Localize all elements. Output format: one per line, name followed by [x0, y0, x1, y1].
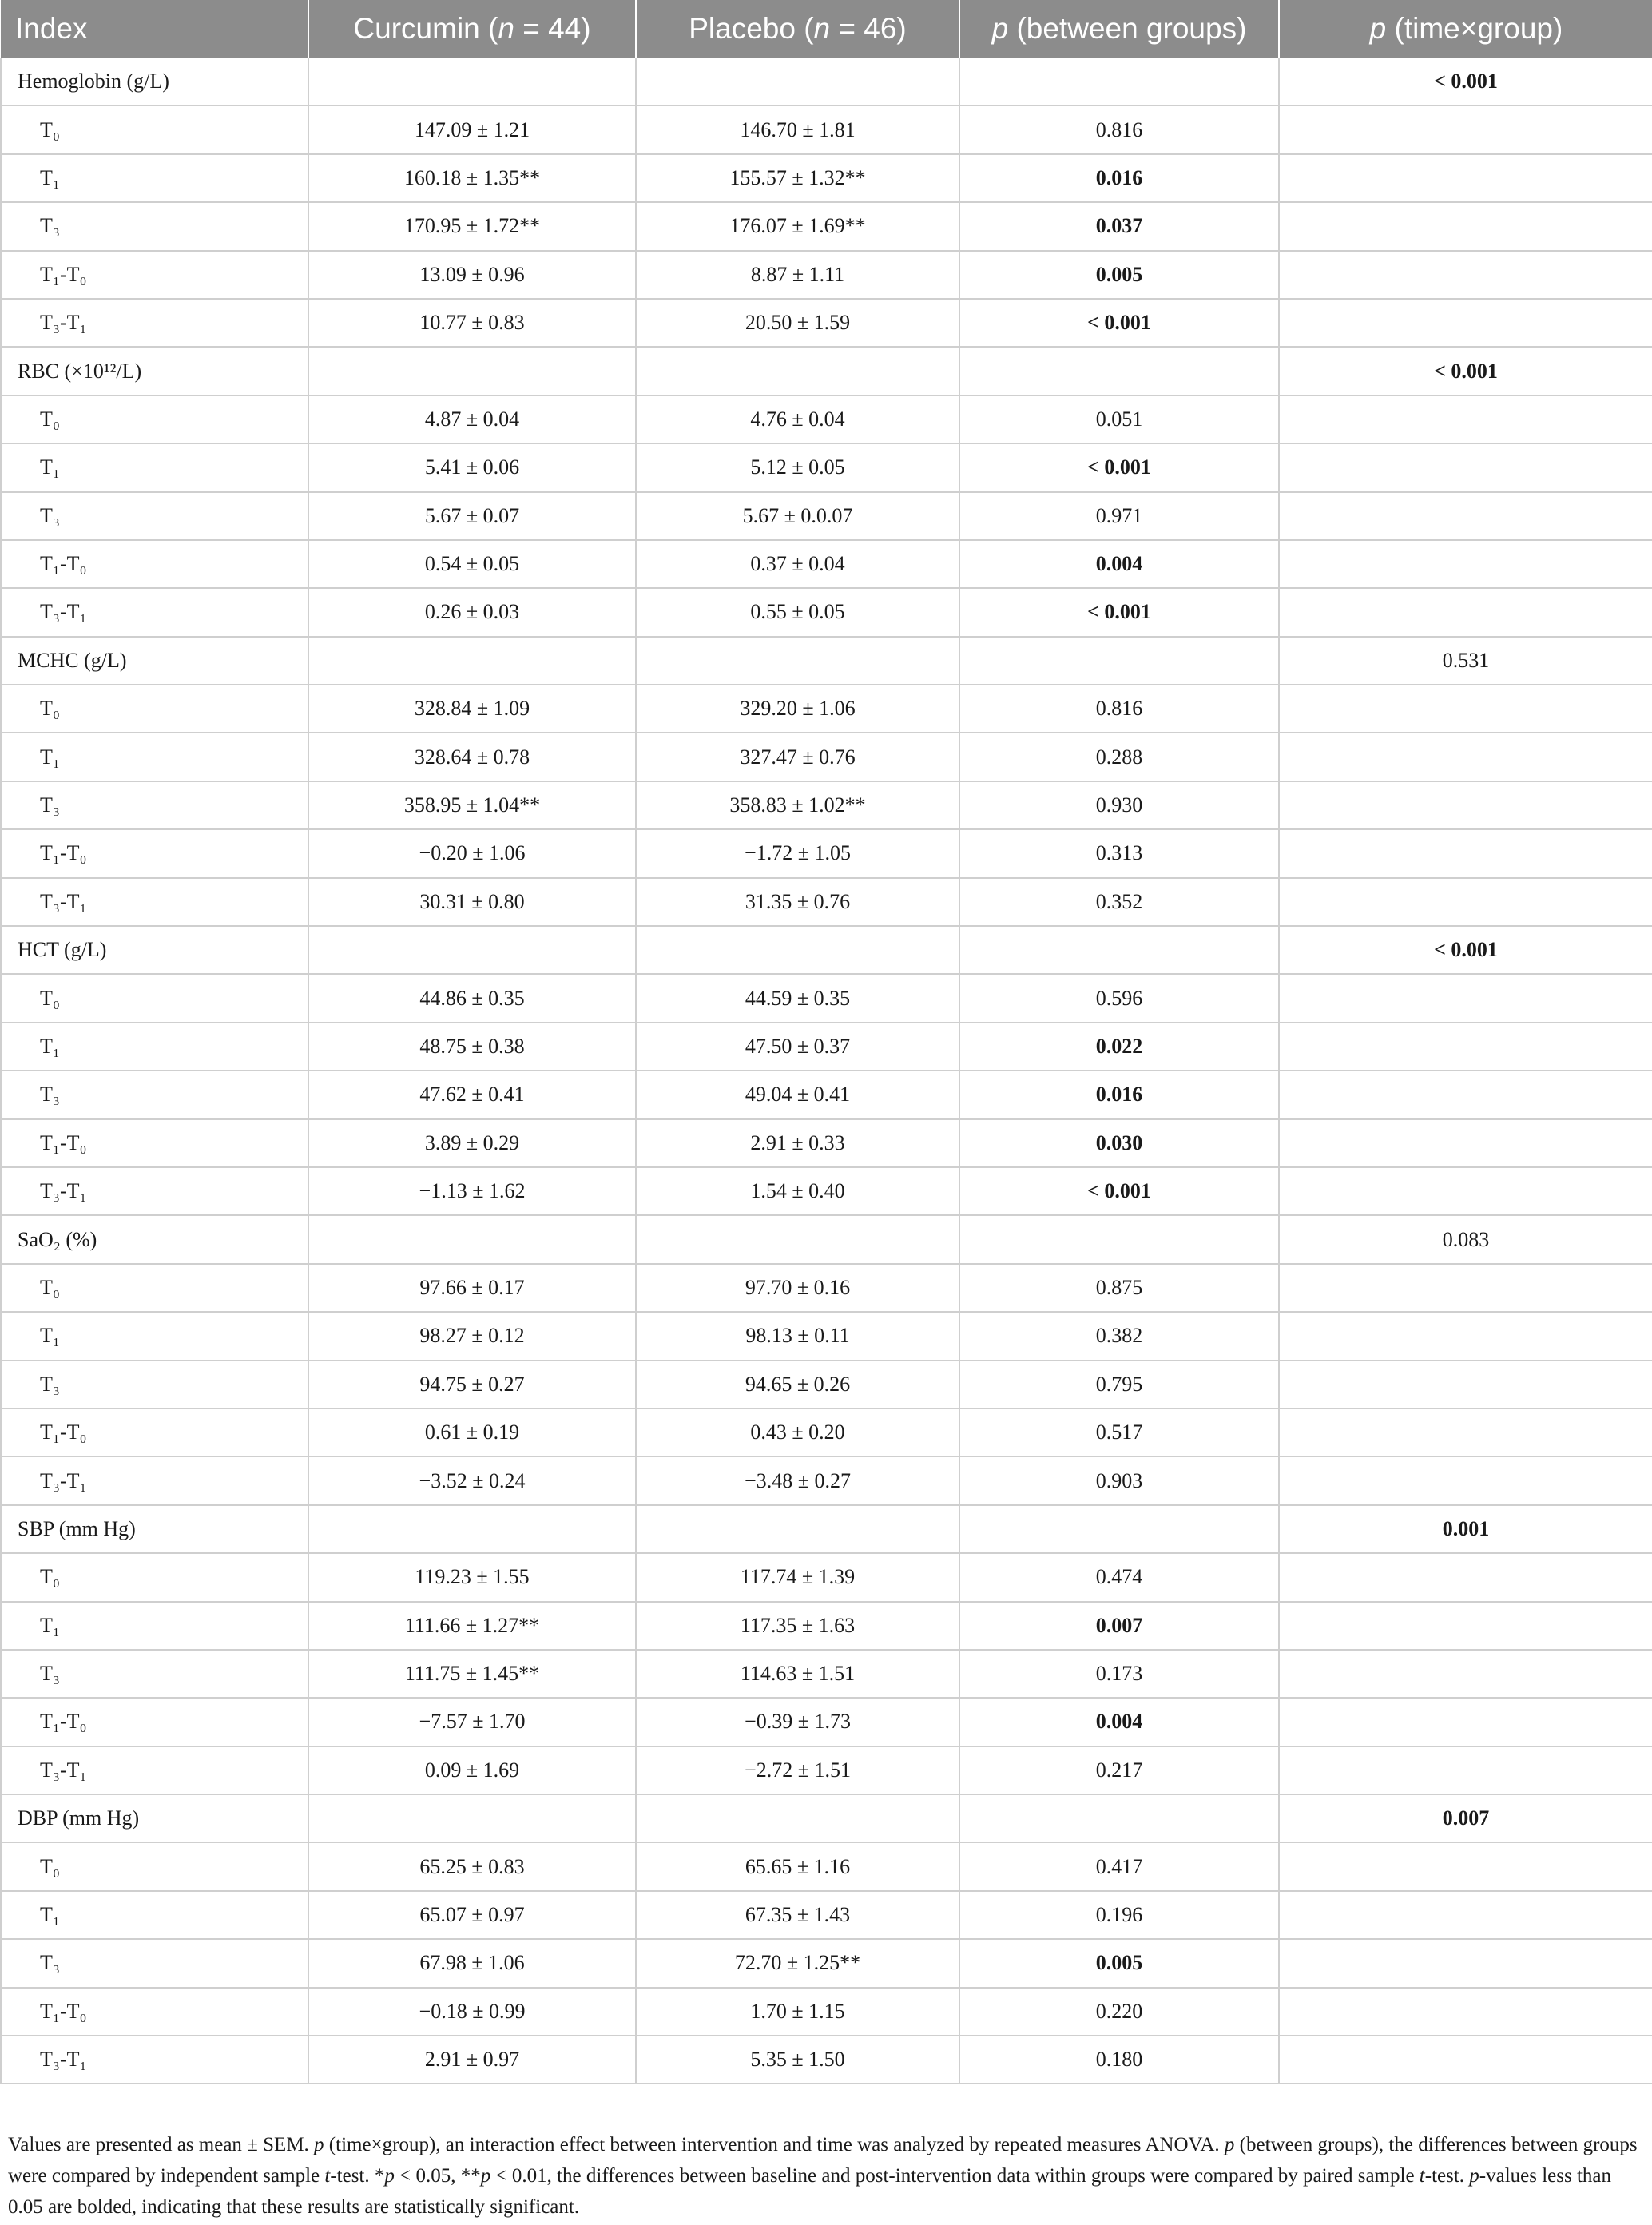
row-label: T₁-T₀: [1, 1119, 308, 1167]
placebo-value: 8.87 ± 1.11: [636, 251, 959, 299]
group-name: SBP (mm Hg): [1, 1505, 308, 1553]
header-curcumin: Curcumin (n = 44): [308, 0, 636, 58]
row-label: T₁: [1, 443, 308, 491]
table-row: [1, 540, 1652, 588]
group-empty-curcumin: [308, 58, 636, 105]
p-between-value: 0.217: [959, 1746, 1279, 1794]
p-time-empty: [1279, 829, 1652, 877]
group-empty-p-between: [959, 926, 1279, 974]
table-row: [1, 1167, 1652, 1215]
p-between-value: 0.004: [959, 540, 1279, 588]
group-header-row: [1, 58, 1652, 105]
curcumin-value: 170.95 ± 1.72**: [308, 202, 636, 250]
p-between-value: 0.288: [959, 733, 1279, 781]
p-time-empty: [1279, 540, 1652, 588]
curcumin-value: 94.75 ± 0.27: [308, 1361, 636, 1409]
p-between-value: 0.022: [959, 1023, 1279, 1071]
curcumin-value: −0.18 ± 0.99: [308, 1988, 636, 2036]
curcumin-value: −3.52 ± 0.24: [308, 1456, 636, 1504]
curcumin-value: 47.62 ± 0.41: [308, 1071, 636, 1118]
row-label: T₃-T₁: [1, 878, 308, 926]
placebo-value: 5.35 ± 1.50: [636, 2036, 959, 2084]
table-row: [1, 1988, 1652, 2036]
row-label: T₀: [1, 105, 308, 153]
p-time-empty: [1279, 1167, 1652, 1215]
curcumin-value: 10.77 ± 0.83: [308, 299, 636, 347]
placebo-value: 98.13 ± 0.11: [636, 1312, 959, 1360]
p-between-value: 0.596: [959, 974, 1279, 1022]
p-time-empty: [1279, 1602, 1652, 1650]
curcumin-value: 98.27 ± 0.12: [308, 1312, 636, 1360]
header-row: [1, 0, 1652, 58]
group-p-time: < 0.001: [1279, 347, 1652, 395]
table-row: [1, 1264, 1652, 1312]
row-label: T₁: [1, 733, 308, 781]
curcumin-value: 328.84 ± 1.09: [308, 685, 636, 733]
header-p-between: p (between groups): [959, 0, 1279, 58]
row-label: T₃-T₁: [1, 1456, 308, 1504]
p-time-empty: [1279, 251, 1652, 299]
p-time-empty: [1279, 154, 1652, 202]
row-label: T₁: [1, 1312, 308, 1360]
group-name: DBP (mm Hg): [1, 1794, 308, 1842]
placebo-value: 5.67 ± 0.0.07: [636, 492, 959, 540]
curcumin-value: 44.86 ± 0.35: [308, 974, 636, 1022]
curcumin-value: 2.91 ± 0.97: [308, 2036, 636, 2084]
group-empty-curcumin: [308, 1794, 636, 1842]
table-row: [1, 829, 1652, 877]
header-index: Index: [1, 0, 308, 58]
row-label: T₀: [1, 685, 308, 733]
curcumin-value: 30.31 ± 0.80: [308, 878, 636, 926]
p-time-empty: [1279, 588, 1652, 636]
p-time-empty: [1279, 395, 1652, 443]
table-row: [1, 1939, 1652, 1987]
placebo-value: 97.70 ± 0.16: [636, 1264, 959, 1312]
table-row: [1, 1650, 1652, 1698]
placebo-value: 72.70 ± 1.25**: [636, 1939, 959, 1987]
table-footnote: Values are presented as mean ± SEM. p (time×group), an interaction effect between intervention and time was analyzed by repeated measures ANOVA. p (between groups), the differences between groups were compared by independent sample t-test. *p < 0.05, **p < 0.01, the differences between baseline and post-intervention data within groups were compared by paired sample t-test. p-values less than 0.05 are bolded, indicating that these results are statistically significant.: [8, 2134, 1638, 2218]
p-time-empty: [1279, 1409, 1652, 1456]
p-between-value: 0.004: [959, 1698, 1279, 1746]
placebo-value: 0.43 ± 0.20: [636, 1409, 959, 1456]
row-label: T₃: [1, 1071, 308, 1118]
curcumin-value: 67.98 ± 1.06: [308, 1939, 636, 1987]
placebo-value: 329.20 ± 1.06: [636, 685, 959, 733]
group-header-row: [1, 1215, 1652, 1263]
group-name: MCHC (g/L): [1, 637, 308, 685]
p-between-value: < 0.001: [959, 299, 1279, 347]
p-time-empty: [1279, 733, 1652, 781]
group-header-row: [1, 1505, 1652, 1553]
group-empty-p-between: [959, 347, 1279, 395]
curcumin-value: 111.66 ± 1.27**: [308, 1602, 636, 1650]
p-between-value: 0.795: [959, 1361, 1279, 1409]
placebo-value: 0.37 ± 0.04: [636, 540, 959, 588]
curcumin-value: 4.87 ± 0.04: [308, 395, 636, 443]
p-time-empty: [1279, 1698, 1652, 1746]
table-row: [1, 1602, 1652, 1650]
curcumin-value: 328.64 ± 0.78: [308, 733, 636, 781]
table-row: [1, 154, 1652, 202]
header-p-time: p (time×group): [1279, 0, 1652, 58]
table-row: [1, 251, 1652, 299]
placebo-value: 155.57 ± 1.32**: [636, 154, 959, 202]
group-header-row: [1, 637, 1652, 685]
curcumin-value: −0.20 ± 1.06: [308, 829, 636, 877]
p-between-value: 0.030: [959, 1119, 1279, 1167]
group-empty-curcumin: [308, 1505, 636, 1553]
group-empty-curcumin: [308, 1215, 636, 1263]
curcumin-value: 0.09 ± 1.69: [308, 1746, 636, 1794]
table-row: [1, 1746, 1652, 1794]
p-between-value: 0.971: [959, 492, 1279, 540]
table-row: [1, 685, 1652, 733]
group-empty-p-between: [959, 1794, 1279, 1842]
placebo-value: 31.35 ± 0.76: [636, 878, 959, 926]
placebo-value: −1.72 ± 1.05: [636, 829, 959, 877]
row-label: T₁-T₀: [1, 1409, 308, 1456]
row-label: T₁: [1, 1023, 308, 1071]
placebo-value: 5.12 ± 0.05: [636, 443, 959, 491]
table-row: [1, 878, 1652, 926]
row-label: T₁-T₀: [1, 829, 308, 877]
row-label: T₀: [1, 974, 308, 1022]
row-label: T₁-T₀: [1, 1988, 308, 2036]
group-name: SaO₂ (%): [1, 1215, 308, 1263]
placebo-value: 44.59 ± 0.35: [636, 974, 959, 1022]
placebo-value: 65.65 ± 1.16: [636, 1842, 959, 1890]
placebo-value: 94.65 ± 0.26: [636, 1361, 959, 1409]
p-time-empty: [1279, 105, 1652, 153]
table-row: [1, 1553, 1652, 1601]
row-label: T₃: [1, 781, 308, 829]
curcumin-value: 65.25 ± 0.83: [308, 1842, 636, 1890]
group-empty-placebo: [636, 1794, 959, 1842]
curcumin-value: 97.66 ± 0.17: [308, 1264, 636, 1312]
curcumin-value: 13.09 ± 0.96: [308, 251, 636, 299]
placebo-value: −3.48 ± 0.27: [636, 1456, 959, 1504]
p-between-value: 0.474: [959, 1553, 1279, 1601]
curcumin-value: 0.54 ± 0.05: [308, 540, 636, 588]
row-label: T₀: [1, 1264, 308, 1312]
table-row: [1, 1698, 1652, 1746]
p-between-value: 0.037: [959, 202, 1279, 250]
p-between-value: < 0.001: [959, 1167, 1279, 1215]
p-between-value: 0.903: [959, 1456, 1279, 1504]
p-between-value: 0.382: [959, 1312, 1279, 1360]
table-row: [1, 1842, 1652, 1890]
group-header-row: [1, 926, 1652, 974]
p-time-empty: [1279, 1842, 1652, 1890]
curcumin-value: 147.09 ± 1.21: [308, 105, 636, 153]
row-label: T₀: [1, 1842, 308, 1890]
curcumin-value: 5.67 ± 0.07: [308, 492, 636, 540]
p-between-value: 0.016: [959, 154, 1279, 202]
placebo-value: 2.91 ± 0.33: [636, 1119, 959, 1167]
table-row: [1, 1891, 1652, 1939]
p-time-empty: [1279, 1264, 1652, 1312]
row-label: T₃: [1, 202, 308, 250]
p-time-empty: [1279, 1988, 1652, 2036]
p-time-empty: [1279, 1023, 1652, 1071]
table-row: [1, 1456, 1652, 1504]
group-empty-p-between: [959, 1505, 1279, 1553]
curcumin-value: 48.75 ± 0.38: [308, 1023, 636, 1071]
p-between-value: 0.816: [959, 105, 1279, 153]
table-row: [1, 299, 1652, 347]
p-time-empty: [1279, 685, 1652, 733]
table-row: [1, 1409, 1652, 1456]
row-label: T₃: [1, 492, 308, 540]
table-row: [1, 974, 1652, 1022]
placebo-value: 20.50 ± 1.59: [636, 299, 959, 347]
placebo-value: 114.63 ± 1.51: [636, 1650, 959, 1698]
p-between-value: < 0.001: [959, 588, 1279, 636]
row-label: T₁-T₀: [1, 1698, 308, 1746]
row-label: T₁: [1, 154, 308, 202]
table-row: [1, 202, 1652, 250]
group-empty-placebo: [636, 1215, 959, 1263]
p-time-empty: [1279, 1746, 1652, 1794]
row-label: T₀: [1, 1553, 308, 1601]
table-row: [1, 492, 1652, 540]
group-empty-curcumin: [308, 926, 636, 974]
p-between-value: 0.180: [959, 2036, 1279, 2084]
group-name: HCT (g/L): [1, 926, 308, 974]
table-row: [1, 1312, 1652, 1360]
table-row: [1, 395, 1652, 443]
curcumin-value: 0.26 ± 0.03: [308, 588, 636, 636]
table-body: [1, 58, 1652, 2084]
table-row: [1, 1361, 1652, 1409]
row-label: T₁: [1, 1891, 308, 1939]
table-row: [1, 443, 1652, 491]
row-label: T₁-T₀: [1, 251, 308, 299]
group-empty-curcumin: [308, 637, 636, 685]
p-between-value: 0.220: [959, 1988, 1279, 2036]
p-time-empty: [1279, 1456, 1652, 1504]
p-time-empty: [1279, 1939, 1652, 1987]
group-name: Hemoglobin (g/L): [1, 58, 308, 105]
p-between-value: 0.417: [959, 1842, 1279, 1890]
p-between-value: 0.005: [959, 251, 1279, 299]
p-between-value: 0.313: [959, 829, 1279, 877]
placebo-value: 117.74 ± 1.39: [636, 1553, 959, 1601]
p-between-value: 0.173: [959, 1650, 1279, 1698]
p-time-empty: [1279, 1312, 1652, 1360]
curcumin-value: 160.18 ± 1.35**: [308, 154, 636, 202]
curcumin-value: 358.95 ± 1.04**: [308, 781, 636, 829]
group-p-time: 0.007: [1279, 1794, 1652, 1842]
placebo-value: 1.54 ± 0.40: [636, 1167, 959, 1215]
table-row: [1, 1023, 1652, 1071]
placebo-value: −2.72 ± 1.51: [636, 1746, 959, 1794]
group-empty-p-between: [959, 1215, 1279, 1263]
placebo-value: 176.07 ± 1.69**: [636, 202, 959, 250]
curcumin-value: 65.07 ± 0.97: [308, 1891, 636, 1939]
group-header-row: [1, 347, 1652, 395]
p-time-empty: [1279, 781, 1652, 829]
row-label: T₃-T₁: [1, 299, 308, 347]
group-empty-curcumin: [308, 347, 636, 395]
row-label: T₃: [1, 1939, 308, 1987]
p-time-empty: [1279, 299, 1652, 347]
p-between-value: 0.005: [959, 1939, 1279, 1987]
p-between-value: 0.016: [959, 1071, 1279, 1118]
row-label: T₃-T₁: [1, 2036, 308, 2084]
p-time-empty: [1279, 878, 1652, 926]
group-empty-placebo: [636, 347, 959, 395]
p-between-value: 0.816: [959, 685, 1279, 733]
group-empty-p-between: [959, 637, 1279, 685]
placebo-value: 1.70 ± 1.15: [636, 1988, 959, 2036]
group-p-time: < 0.001: [1279, 58, 1652, 105]
row-label: T₃-T₁: [1, 1167, 308, 1215]
curcumin-value: −1.13 ± 1.62: [308, 1167, 636, 1215]
placebo-value: −0.39 ± 1.73: [636, 1698, 959, 1746]
p-between-value: 0.875: [959, 1264, 1279, 1312]
group-empty-placebo: [636, 1505, 959, 1553]
header-placebo: Placebo (n = 46): [636, 0, 959, 58]
p-time-empty: [1279, 1891, 1652, 1939]
curcumin-value: 0.61 ± 0.19: [308, 1409, 636, 1456]
row-label: T₀: [1, 395, 308, 443]
group-header-row: [1, 1794, 1652, 1842]
table-row: [1, 2036, 1652, 2084]
p-time-empty: [1279, 1553, 1652, 1601]
p-time-empty: [1279, 974, 1652, 1022]
row-label: T₃: [1, 1361, 308, 1409]
group-empty-placebo: [636, 58, 959, 105]
group-name: RBC (×10¹²/L): [1, 347, 308, 395]
table-row: [1, 588, 1652, 636]
table-row: [1, 105, 1652, 153]
row-label: T₃-T₁: [1, 1746, 308, 1794]
p-time-empty: [1279, 443, 1652, 491]
placebo-value: 358.83 ± 1.02**: [636, 781, 959, 829]
placebo-value: 4.76 ± 0.04: [636, 395, 959, 443]
p-time-empty: [1279, 2036, 1652, 2084]
curcumin-value: 111.75 ± 1.45**: [308, 1650, 636, 1698]
table-row: [1, 1071, 1652, 1118]
row-label: T₃: [1, 1650, 308, 1698]
table-row: [1, 781, 1652, 829]
p-between-value: 0.930: [959, 781, 1279, 829]
group-empty-p-between: [959, 58, 1279, 105]
table-row: [1, 733, 1652, 781]
group-empty-placebo: [636, 637, 959, 685]
group-p-time: 0.083: [1279, 1215, 1652, 1263]
placebo-value: 47.50 ± 0.37: [636, 1023, 959, 1071]
table-row: [1, 1119, 1652, 1167]
p-time-empty: [1279, 1071, 1652, 1118]
p-between-value: 0.196: [959, 1891, 1279, 1939]
row-label: T₁-T₀: [1, 540, 308, 588]
curcumin-value: 5.41 ± 0.06: [308, 443, 636, 491]
p-between-value: 0.352: [959, 878, 1279, 926]
p-between-value: < 0.001: [959, 443, 1279, 491]
curcumin-value: 119.23 ± 1.55: [308, 1553, 636, 1601]
placebo-value: 49.04 ± 0.41: [636, 1071, 959, 1118]
p-between-value: 0.051: [959, 395, 1279, 443]
placebo-value: 67.35 ± 1.43: [636, 1891, 959, 1939]
p-between-value: 0.517: [959, 1409, 1279, 1456]
table-header: [1, 0, 1652, 58]
p-between-value: 0.007: [959, 1602, 1279, 1650]
group-p-time: 0.531: [1279, 637, 1652, 685]
group-p-time: 0.001: [1279, 1505, 1652, 1553]
p-time-empty: [1279, 492, 1652, 540]
placebo-value: 146.70 ± 1.81: [636, 105, 959, 153]
placebo-value: 0.55 ± 0.05: [636, 588, 959, 636]
row-label: T₁: [1, 1602, 308, 1650]
row-label: T₃-T₁: [1, 588, 308, 636]
p-time-empty: [1279, 1119, 1652, 1167]
p-time-empty: [1279, 1650, 1652, 1698]
placebo-value: 327.47 ± 0.76: [636, 733, 959, 781]
curcumin-value: −7.57 ± 1.70: [308, 1698, 636, 1746]
p-time-empty: [1279, 202, 1652, 250]
p-time-empty: [1279, 1361, 1652, 1409]
placebo-value: 117.35 ± 1.63: [636, 1602, 959, 1650]
group-empty-placebo: [636, 926, 959, 974]
curcumin-value: 3.89 ± 0.29: [308, 1119, 636, 1167]
group-p-time: < 0.001: [1279, 926, 1652, 974]
